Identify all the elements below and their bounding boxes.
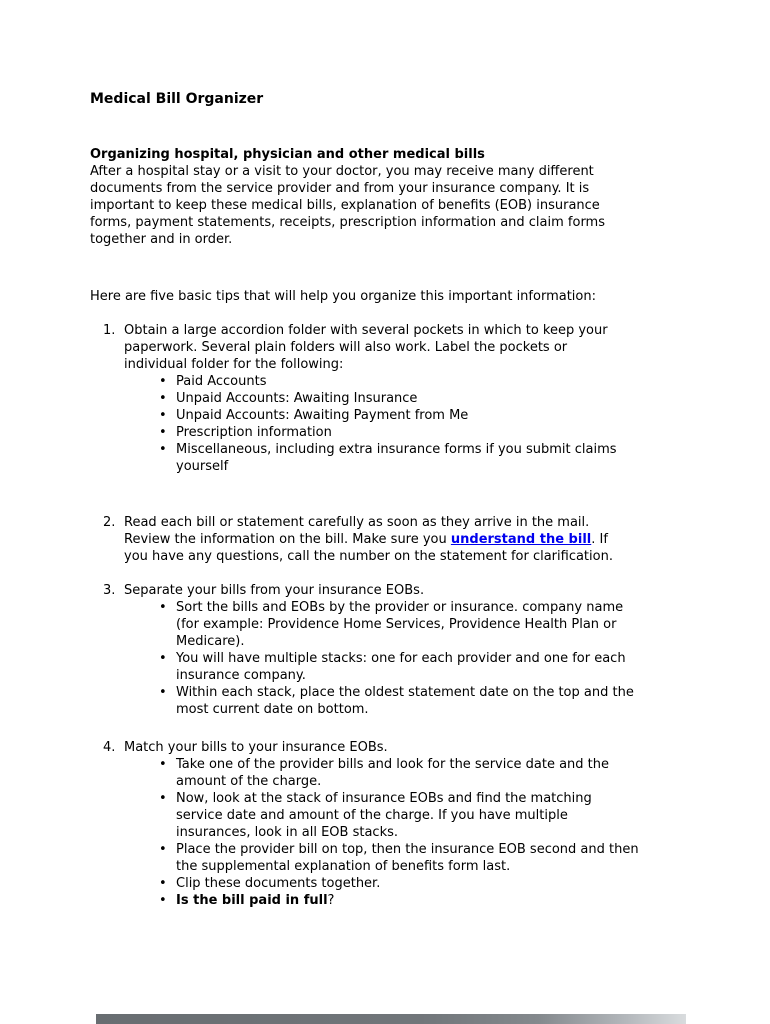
bullet-item: [159, 756, 720, 790]
bullet-dot-icon: •: [159, 685, 167, 700]
tip-body: [124, 582, 720, 599]
bullet-item: [159, 841, 720, 875]
bullet-list: [90, 373, 720, 475]
bullet-item: [159, 790, 720, 841]
bullet-item: [159, 407, 720, 424]
bullet-item: [159, 424, 720, 441]
text-line: Medicare).: [176, 634, 245, 649]
text-segment: ?: [327, 893, 335, 908]
text-line: Prescription information: [176, 425, 332, 440]
bullet-dot-icon: •: [159, 757, 167, 772]
tip-body: [124, 322, 720, 373]
text-line: you have any questions, call the number on the statement for clarification.: [124, 549, 613, 564]
text-segment: . If: [591, 532, 608, 547]
text-line: most current date on bottom.: [176, 702, 369, 717]
bullet-dot-icon: •: [159, 391, 167, 406]
bold-text: Is the bill paid in full: [176, 893, 328, 908]
tip-number: 4.: [103, 740, 116, 755]
bullet-item: [159, 875, 720, 892]
bullet-dot-icon: •: [159, 791, 167, 806]
text-line: [176, 892, 720, 909]
bullet-item: [159, 441, 720, 475]
tip-item: [90, 322, 720, 475]
text-line: Clip these documents together.: [176, 876, 381, 891]
bullet-item: [159, 892, 720, 909]
text-line: the supplemental explanation of benefits form last.: [176, 859, 511, 874]
text-line: Read each bill or statement carefully as soon as they arrive in the mail.: [124, 515, 590, 530]
text-line: Separate your bills from your insurance EOBs.: [124, 583, 425, 598]
text-line: Obtain a large accordion folder with several pockets in which to keep your: [124, 323, 608, 338]
tip-item: [90, 514, 720, 565]
bullet-dot-icon: •: [159, 876, 167, 891]
text-line: [124, 531, 720, 548]
text-line: (for example: Providence Home Services, Providence Health Plan or: [176, 617, 617, 632]
bullet-dot-icon: •: [159, 442, 167, 457]
text-line: Take one of the provider bills and look for the service date and the: [176, 757, 610, 772]
bullet-dot-icon: •: [159, 408, 167, 423]
intro-paragraph: [90, 163, 720, 248]
text-line: insurance company.: [176, 668, 306, 683]
text-line: documents from the service provider and from your insurance company. It is: [90, 181, 590, 196]
tip-body: [124, 514, 720, 565]
text-line: Match your bills to your insurance EOBs.: [124, 740, 388, 755]
bullet-list: [90, 599, 720, 718]
text-line: paperwork. Several plain folders will also work. Label the pockets or: [124, 340, 568, 355]
bullet-item: [159, 373, 720, 390]
text-line: You will have multiple stacks: one for each provider and one for each: [176, 651, 626, 666]
text-line: important to keep these medical bills, explanation of benefits (EOB) insurance: [90, 198, 600, 213]
page-title: Medical Bill Organizer: [90, 91, 264, 107]
bullet-dot-icon: •: [159, 374, 167, 389]
bullet-list: [90, 756, 720, 909]
text-line: After a hospital stay or a visit to your doctor, you may receive many different: [90, 164, 594, 179]
text-line: together and in order.: [90, 232, 233, 247]
bullet-dot-icon: •: [159, 842, 167, 857]
bullet-dot-icon: •: [159, 425, 167, 440]
bullet-item: [159, 650, 720, 684]
tip-item: [90, 739, 720, 909]
text-line: amount of the charge.: [176, 774, 322, 789]
text-line: insurances, look in all EOB stacks.: [176, 825, 398, 840]
tip-number: 2.: [103, 515, 116, 530]
tip-body: [124, 739, 720, 756]
text-line: individual folder for the following:: [124, 357, 344, 372]
bullet-item: [159, 390, 720, 407]
tip-number: 1.: [103, 323, 116, 338]
text-line: yourself: [176, 459, 229, 474]
tip-number: 3.: [103, 583, 116, 598]
bullet-dot-icon: •: [159, 893, 167, 908]
text-line: Sort the bills and EOBs by the provider or insurance. company name: [176, 600, 624, 615]
text-line: Unpaid Accounts: Awaiting Payment from Me: [176, 408, 469, 423]
text-line: Paid Accounts: [176, 374, 267, 389]
bullet-dot-icon: •: [159, 600, 167, 615]
section-heading: Organizing hospital, physician and other medical bills: [90, 147, 485, 162]
text-line: Unpaid Accounts: Awaiting Insurance: [176, 391, 418, 406]
understand-the-bill-link[interactable]: understand the bill: [450, 532, 592, 547]
text-line: Miscellaneous, including extra insurance forms if you submit claims: [176, 442, 617, 457]
bullet-dot-icon: •: [159, 651, 167, 666]
tip-item: [90, 582, 720, 718]
bullet-item: [159, 599, 720, 650]
text-line: Place the provider bill on top, then the insurance EOB second and then: [176, 842, 639, 857]
bullet-item: [159, 684, 720, 718]
tips-list: [90, 322, 720, 909]
text-line: Within each stack, place the oldest statement date on the top and the: [176, 685, 634, 700]
text-segment: Review the information on the bill. Make sure you: [124, 532, 451, 547]
tips-lead: Here are five basic tips that will help you organize this important information:: [90, 289, 596, 304]
text-line: service date and amount of the charge. If you have multiple: [176, 808, 568, 823]
text-line: Now, look at the stack of insurance EOBs and find the matching: [176, 791, 592, 806]
text-line: forms, payment statements, receipts, prescription information and claim forms: [90, 215, 605, 230]
next-page-edge: [96, 1014, 686, 1024]
